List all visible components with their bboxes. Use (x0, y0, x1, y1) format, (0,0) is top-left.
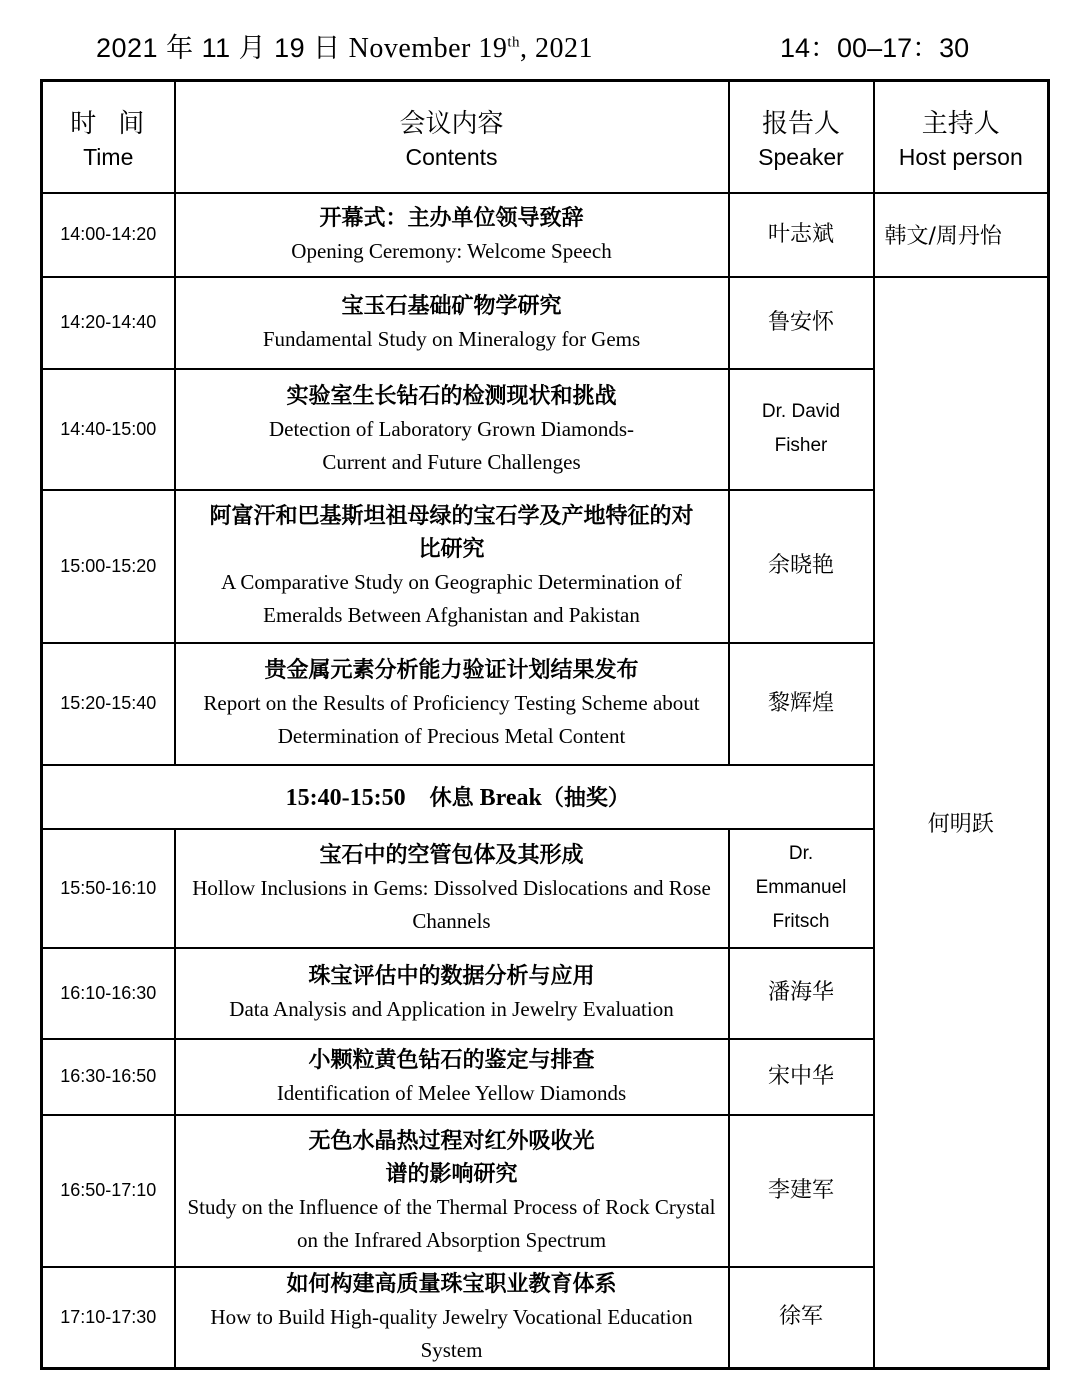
title-zh: 贵金属元素分析能力验证计划结果发布 (264, 658, 639, 683)
row-time: 14:40-15:00 (42, 369, 175, 490)
title-zh: 小颗粒黄色钻石的鉴定与排查 (308, 1047, 595, 1073)
title-zh: 宝玉石基础矿物学研究 (341, 293, 562, 319)
title-en: How to Build High-quality Jewelry Vocational Education System (210, 1304, 693, 1362)
date-zh: 2021 年 11 月 19 日 (96, 33, 341, 63)
header-row (42, 81, 1049, 193)
row-time: 15:50-16:10 (42, 829, 175, 948)
column-header-host: 主持人 Host person (874, 81, 1049, 193)
title-en: Identification of Melee Yellow Diamonds (276, 1080, 627, 1105)
row-content (175, 643, 729, 765)
row-speaker: 黎辉煌 (729, 643, 874, 765)
agenda-row (42, 277, 1049, 369)
title-zh: 阿富汗和巴基斯坦祖母绿的宝石学及产地特征的对比研究 (209, 504, 694, 562)
row-time: 14:00-14:20 (42, 193, 175, 277)
row-speaker: 李建军 (729, 1115, 874, 1267)
break-time: 15:40-15:50 (285, 785, 406, 811)
agenda-row (42, 193, 1049, 277)
break-label-zh: 休息 (429, 786, 474, 811)
row-speaker: 鲁安怀 (729, 277, 874, 369)
title-en: Opening Ceremony: Welcome Speech (291, 238, 612, 263)
row-time: 16:30-16:50 (42, 1039, 175, 1115)
row-content (175, 277, 729, 369)
row-speaker: 余晓艳 (729, 490, 874, 643)
row-time: 16:50-17:10 (42, 1115, 175, 1267)
header (0, 18, 1072, 68)
date-line (96, 26, 593, 65)
break-lottery: （抽奖） (541, 786, 630, 811)
title-en: Detection of Laboratory Grown Diamonds-Current and Future Challenges (268, 416, 635, 474)
break-cell (42, 765, 874, 829)
title-zh: 宝石中的空管包体及其形成 (319, 842, 584, 868)
title-en: Study on the Influence of the Thermal Process of Rock Crystal on the Infrared Absorption Spectrum (187, 1194, 716, 1252)
row-content (175, 369, 729, 490)
row-speaker: 潘海华 (729, 948, 874, 1039)
column-header-time: 时间 Time (42, 81, 175, 193)
row-time: 14:20-14:40 (42, 277, 175, 369)
break-label-en: Break (479, 785, 542, 811)
title-en: Data Analysis and Application in Jewelry Evaluation (229, 997, 674, 1021)
row-speaker: 徐军 (729, 1267, 874, 1369)
row-time: 17:10-17:30 (42, 1267, 175, 1369)
time-range: 14：00–17：30 (780, 33, 970, 63)
title-en: Fundamental Study on Mineralogy for Gems (262, 326, 641, 351)
row-speaker: 叶志斌 (729, 193, 874, 277)
agenda-table (40, 79, 1050, 1370)
title-zh: 无色水晶热过程对红外吸收光谱的影响研究 (308, 1128, 595, 1187)
row-content (175, 1267, 729, 1369)
title-zh: 如何构建高质量珠宝职业教育体系 (286, 1271, 617, 1297)
row-content (175, 948, 729, 1039)
title-en: A Comparative Study on Geographic Determination of Emeralds Between Afghanistan and Pakistan (221, 570, 682, 627)
row-time: 16:10-16:30 (42, 948, 175, 1039)
row-content (175, 490, 729, 643)
row-speaker: Dr. Emmanuel Fritsch (729, 829, 874, 948)
row-content (175, 829, 729, 948)
row-host: 韩文/周丹怡 (874, 193, 1049, 277)
title-zh: 珠宝评估中的数据分析与应用 (308, 964, 595, 989)
title-en: Report on the Results of Proficiency Testing Scheme about Determination of Precious Metal Content (203, 691, 700, 748)
row-speaker: Dr. David Fisher (729, 369, 874, 490)
host-main: 何明跃 (874, 277, 1049, 1369)
column-header-contents: 会议内容 Contents (175, 81, 729, 193)
title-zh: 开幕式：主办单位领导致辞 (319, 205, 584, 231)
row-content (175, 1115, 729, 1267)
row-content (175, 193, 729, 277)
row-time: 15:20-15:40 (42, 643, 175, 765)
title-zh: 实验室生长钻石的检测现状和挑战 (286, 383, 617, 409)
row-speaker: 宋中华 (729, 1039, 874, 1115)
column-header-speaker: 报告人 Speaker (729, 81, 874, 193)
row-time: 15:00-15:20 (42, 490, 175, 643)
title-en: Hollow Inclusions in Gems: Dissolved Dislocations and Rose Channels (192, 875, 711, 933)
row-content (175, 1039, 729, 1115)
date-en: November 19th, 2021 (348, 33, 594, 64)
